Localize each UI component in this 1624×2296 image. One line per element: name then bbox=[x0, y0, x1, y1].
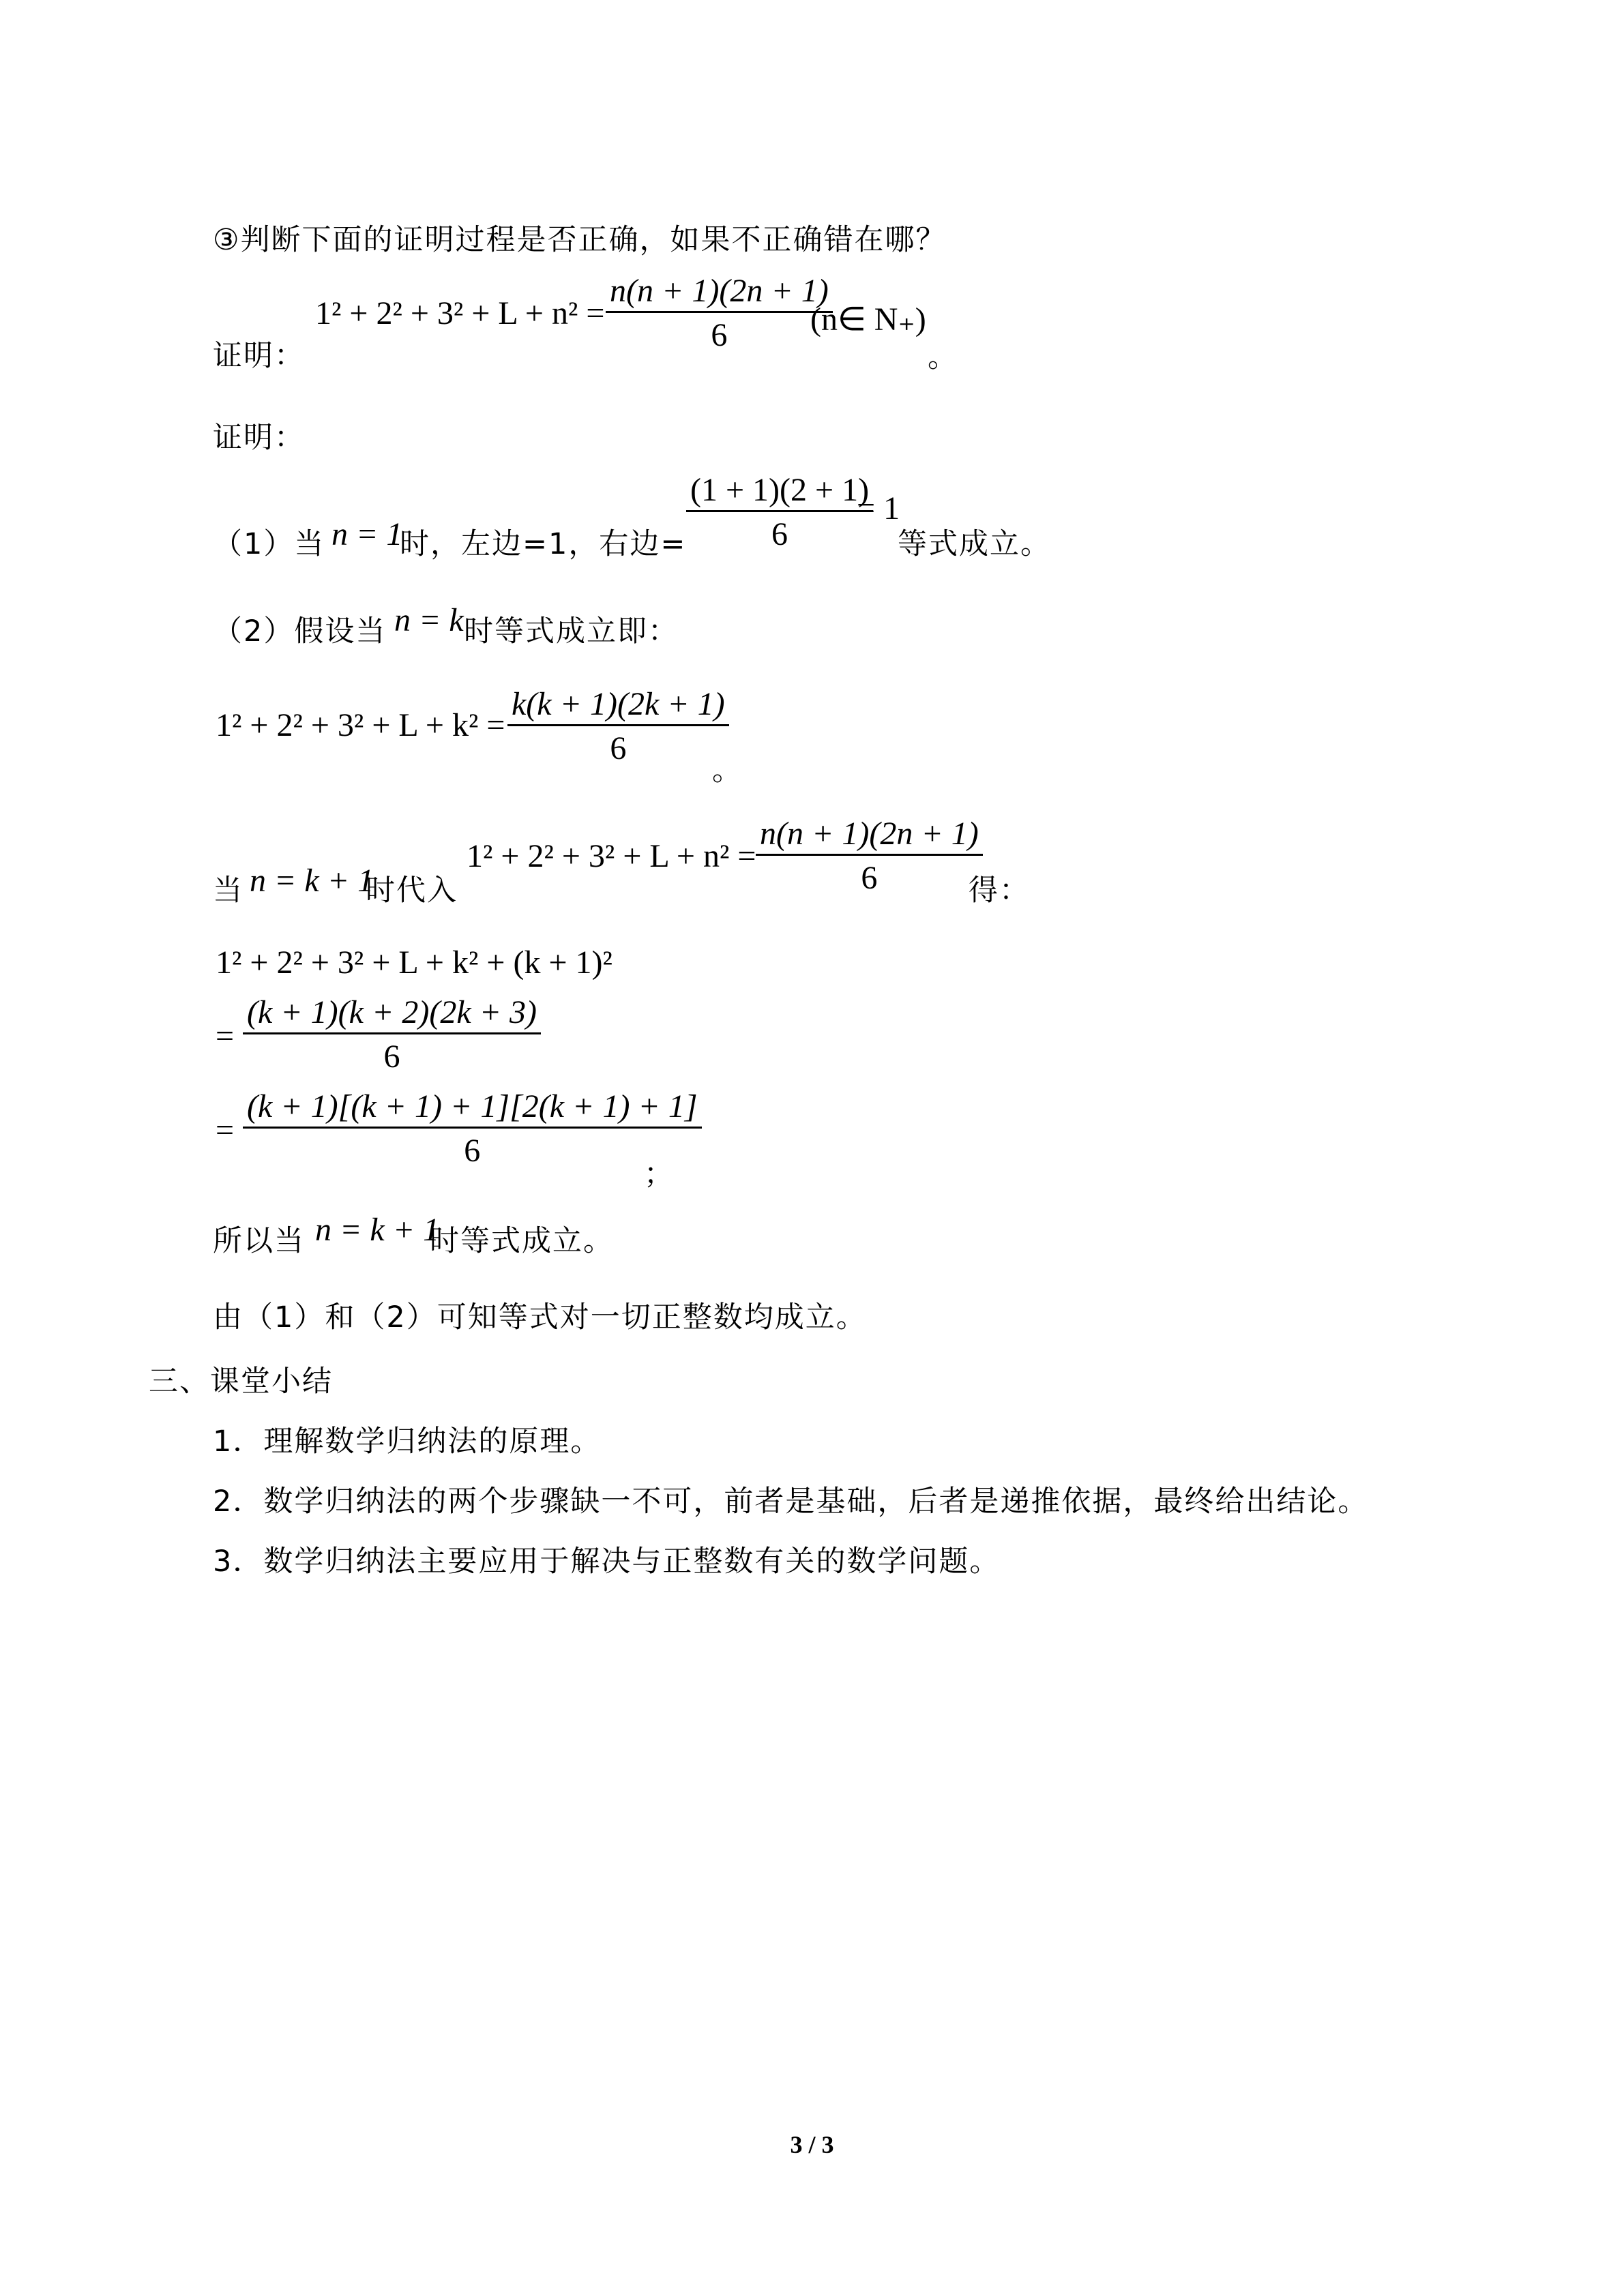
statement-lhs: 1² + 2² + 3² + L + n² = bbox=[315, 295, 605, 331]
substitution-condition: n = k + 1 bbox=[250, 863, 374, 899]
conclusion-suffix: 时等式成立。 bbox=[430, 1224, 614, 1258]
derivation-numerator1: (k + 1)(k + 2)(2k + 3) bbox=[243, 993, 541, 1034]
substitution-mid: 时代入 bbox=[366, 874, 458, 908]
derivation-eq1: = bbox=[216, 1018, 235, 1054]
substitution-lhs: 1² + 2² + 3² + L + n² = bbox=[467, 838, 756, 874]
derivation-line1: 1² + 2² + 3² + L + k² + (k + 1)² bbox=[216, 944, 612, 981]
substitution-denominator: 6 bbox=[861, 860, 878, 896]
statement-condition: (n∈ N₊) bbox=[810, 301, 926, 338]
hypothesis-lhs: 1² + 2² + 3² + L + k² = bbox=[216, 707, 505, 743]
step2-condition: n = k bbox=[394, 602, 464, 638]
step1-prefix: （1）当 bbox=[213, 527, 325, 561]
step1-condition: n = 1 bbox=[331, 516, 403, 552]
question-heading: ③判断下面的证明过程是否正确，如果不正确错在哪？ bbox=[213, 223, 947, 257]
statement-denominator: 6 bbox=[711, 317, 728, 353]
step1-denominator: 6 bbox=[771, 516, 788, 552]
step1-mid: 时，左边=1，右边= bbox=[400, 527, 687, 561]
step1-fraction bbox=[686, 471, 873, 557]
statement-end-mark: 。 bbox=[928, 340, 958, 374]
derivation-denominator2: 6 bbox=[464, 1133, 481, 1169]
derivation-denominator1: 6 bbox=[383, 1039, 400, 1075]
statement-numerator: n(n + 1)(2n + 1) bbox=[606, 271, 833, 313]
step1-result: = 1 bbox=[857, 490, 900, 526]
derivation-end-mark: ； bbox=[644, 1157, 675, 1191]
substitution-fraction bbox=[756, 814, 983, 901]
derivation-numerator2: (k + 1)[(k + 1) + 1][2(k + 1) + 1] bbox=[243, 1087, 702, 1129]
section-title: 三、课堂小结 bbox=[149, 1365, 333, 1399]
hypothesis-end-mark: 。 bbox=[712, 754, 743, 788]
step2-suffix: 时等式成立即： bbox=[464, 614, 679, 648]
prove-label: 证明： bbox=[213, 339, 305, 373]
statement-fraction bbox=[606, 271, 833, 358]
summary-item-2: 2．数学归纳法的两个步骤缺一不可，前者是基础，后者是递推依据，最终给出结论。 bbox=[213, 1485, 1369, 1519]
summary-item-1: 1．理解数学归纳法的原理。 bbox=[213, 1425, 602, 1459]
page-number: 3 / 3 bbox=[790, 2131, 834, 2158]
summary-item-3: 3．数学归纳法主要应用于解决与正整数有关的数学问题。 bbox=[213, 1545, 1001, 1579]
step2-prefix: （2）假设当 bbox=[213, 614, 387, 648]
step1-numerator: (1 + 1)(2 + 1) bbox=[686, 471, 873, 512]
conclusion-prefix: 所以当 bbox=[213, 1224, 305, 1258]
step1-suffix: 等式成立。 bbox=[898, 527, 1051, 561]
hypothesis-fraction bbox=[507, 685, 729, 771]
substitution-numerator: n(n + 1)(2n + 1) bbox=[756, 814, 983, 856]
conclusion-condition: n = k + 1 bbox=[315, 1212, 440, 1248]
proof-label: 证明： bbox=[213, 421, 305, 455]
derivation-fraction2 bbox=[243, 1087, 702, 1174]
derivation-fraction1 bbox=[243, 993, 541, 1079]
hypothesis-denominator: 6 bbox=[610, 730, 627, 766]
hypothesis-numerator: k(k + 1)(2k + 1) bbox=[507, 685, 729, 726]
substitution-prefix: 当 bbox=[213, 874, 243, 908]
substitution-suffix: 得： bbox=[969, 874, 1030, 908]
final-statement: 由（1）和（2）可知等式对一切正整数均成立。 bbox=[213, 1300, 867, 1335]
derivation-eq2: = bbox=[216, 1112, 235, 1148]
